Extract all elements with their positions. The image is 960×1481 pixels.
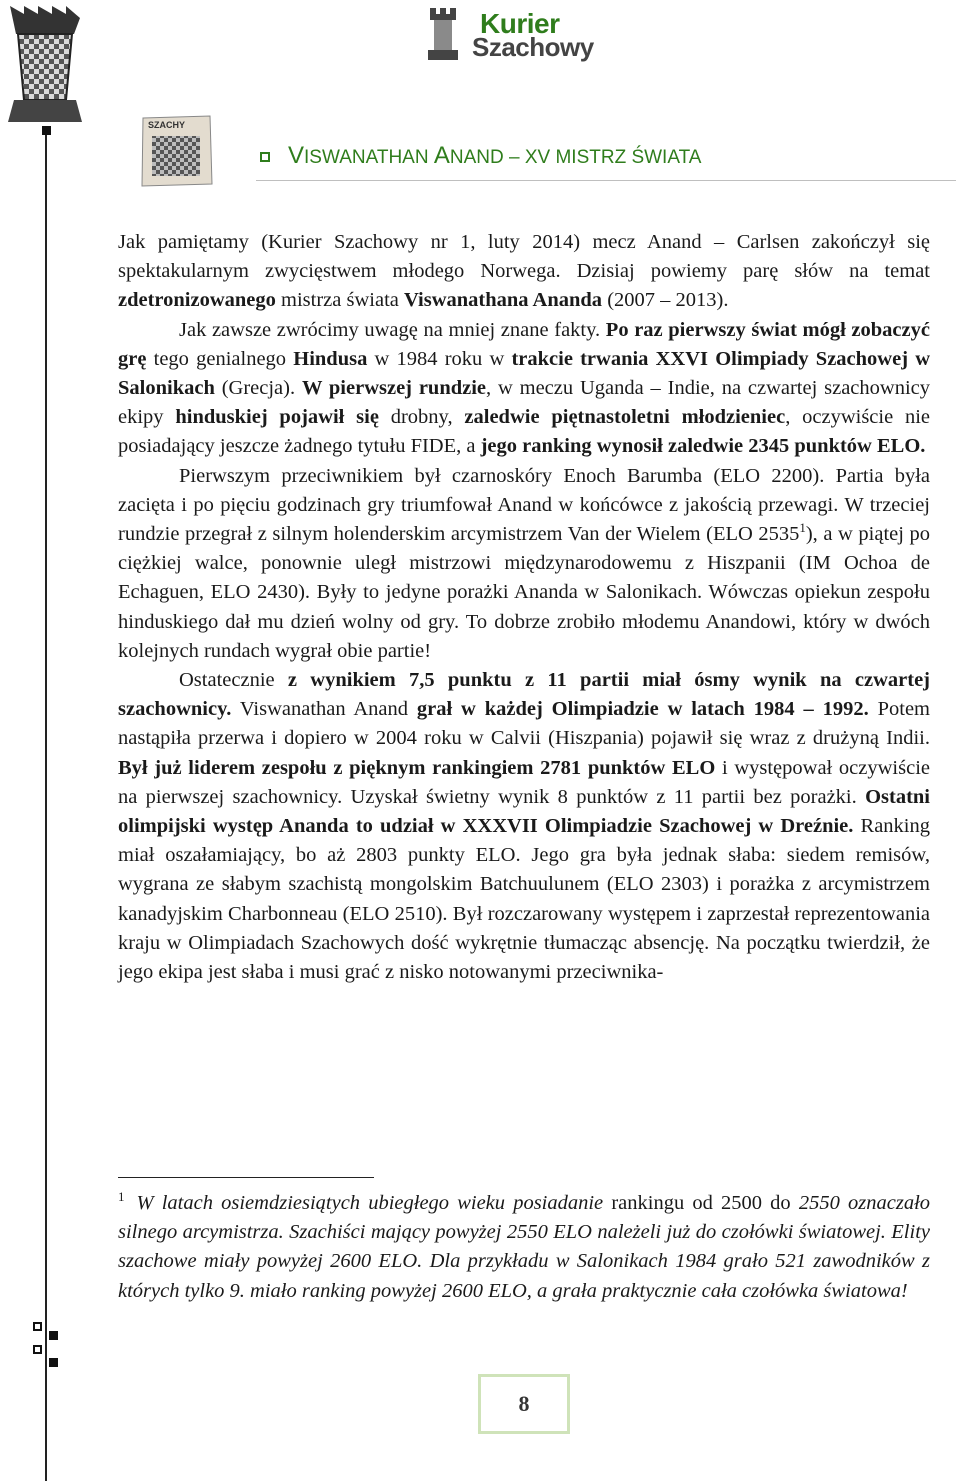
left-decorative-line <box>45 128 47 1481</box>
square-bullet-icon <box>260 152 270 162</box>
line-marker <box>33 1322 42 1331</box>
brand-logo <box>422 4 602 64</box>
footnote-separator <box>118 1177 374 1178</box>
line-marker <box>49 1358 58 1367</box>
brand-name-line1: Kurier <box>480 8 560 39</box>
stamp-label: SZACHY <box>148 120 186 130</box>
paragraph-1: Jak pamiętamy (Kurier Szachowy nr 1, luty 2014) mecz Anand – Carlsen zakończył się spektakularnym zwycięstwem młodego Norwega. Dzisiaj powiemy parę słów na temat zdetronizowanego mistrza świata Viswanathana Ananda (2007 – 2013). <box>118 231 930 312</box>
line-marker <box>33 1345 42 1354</box>
footnote: $^1$ W latach osiemdziesiątych ubiegłego wieku posiadanie rankingu od 2500 do 2550 oznaczało silnego arcymistrza. Szachiści mający powyżej 2550 ELO należeli już do czołówki światowej. Elity szachowe miały powyżej 2600 ELO. Dla przykładu w Salonikach 1984 grało 521 zawodników z których tylko 9. miało ranking powyżej 2600 ELO, a grała praktycznie cała czołówka światowa! <box>118 1189 931 1302</box>
page-number-box <box>478 1374 570 1434</box>
line-marker <box>49 1331 58 1340</box>
footnote-number: 1 <box>118 1189 125 1205</box>
paragraph-4: Ostatecznie z wynikiem 7,5 punktu z 11 partii miał ósmy wynik na czwartej szachownicy. Viswanathan Anand grał w każdej Olimpiadzie w latach 1984 – 1992. Potem nastąpiła przerwa i dopiero w 2004 roku w Calvii (Hiszpania) pojawił się wraz z drużyną Indii. Był już liderem zespołu z pięknym rankingiem 2781 punktów ELO i występował oczywiście na pierwszej szachownicy. Uzyskał świetny wynik 8 punktów z 11 partii bez porażki. Ostatni olimpijski występ Ananda to udział w XXXVII Olimpiadzie Szachowej w Dreźnie. Ranking miał oszałamiający, bo aż 2803 punkty ELO. Jego gra była jednak słaba: siedem remisów, wygrana ze słabym szachistą mongolskim Batchuulunem (ELO 2303) i porażka z arcymistrzem kanadyjskim Charbonneau (ELO 2510). Był rozczarowany występem i zaprzestał reprezentowania kraju w Olimpiadach Szachowych dość wykrętnie tłumacząc absencję. Na początku twierdził, że jego ekipa jest słaba i musi grać z nisko notowanymi przeciwnika- <box>118 669 930 984</box>
article-header <box>256 138 956 181</box>
page-number: 8 <box>518 1391 530 1416</box>
brand-name-line2: Szachowy <box>472 32 594 62</box>
article-body <box>118 228 930 987</box>
rook-logo <box>4 4 86 126</box>
footnote-ref: 1 <box>799 520 806 536</box>
line-marker <box>42 126 51 135</box>
article-title: VISWANATHAN ANAND – XV MISTRZ ŚWIATA <box>288 142 702 169</box>
paragraph-3: Pierwszym przeciwnikiem był czarnoskóry Enoch Barumba (ELO 2200). Partia była zacięta i po pięciu godzinach gry triumfował Anand w końcówce z jakością przewagi. W trzeciej rundzie przegrał z silnym holenderskim arcymistrzem Van der Wielem (ELO 2535$^1$), a w piątej po ciężkiej walce, ponownie uległ mistrzowi międzynarodowemu z Hiszpanii (IM Ochoa de Echaguen, ELO 2430). Były to jedyne porażki Ananda w Salonikach. Wówczas opiekun zespołu hinduskiego dał mu dzień wolny od gry. To dobrze zrobiło młodemu Anandowi, który w dwóch kolejnych rundach wygrał obie partie! <box>118 464 930 662</box>
paragraph-2: Jak zawsze zwrócimy uwagę na mniej znane fakty. Po raz pierwszy świat mógł zobaczyć grę tego genialnego Hindusa w 1984 roku w trakcie trwania XXVI Olimpiady Szachowej w Salonikach (Grecja). W pierwszej rundzie, w meczu Uganda – Indie, na czwartej szachownicy ekipy hinduskiej pojawił się drobny, zaledwie piętnastoletni młodzieniec, oczywiście nie posiadający jeszcze żadnego tytułu FIDE, a jego ranking wynosił zaledwie 2345 punktów ELO. <box>118 318 931 458</box>
szachy-stamp-logo <box>140 114 214 188</box>
